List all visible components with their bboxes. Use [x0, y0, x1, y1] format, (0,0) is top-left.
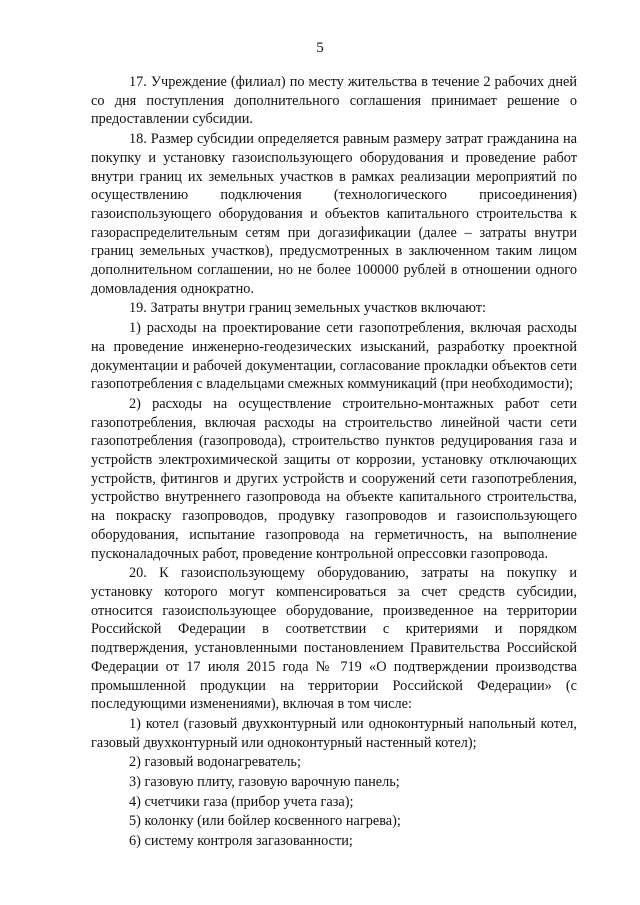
paragraph-17: 17. Учреждение (филиал) по месту жительства в течение 2 рабочих дней со дня поступления дополнительного соглашения принимает решение о предоставлении субсидии. — [91, 74, 577, 128]
paragraph-18: 18. Размер субсидии определяется равным размеру затрат гражданина на покупку и установку газоиспользующего оборудования и проведение работ внутри границ их земельных участков в рамках реализации мероприятий по осуществлению подключения (технологического присоединения) газоиспользующего оборудования и объектов капитального строительства к газораспределительным сетям при догазификации (далее – затраты внутри границ земельных участков), предусмотренных в заключенном таким лицом дополнительном соглашении, но не более 100000 рублей в отношении одного домовладения однократно. — [91, 131, 577, 297]
document-body — [91, 73, 577, 851]
paragraph-20: 20. К газоиспользующему оборудованию, затраты на покупку и установку которого могут компенсироваться за счет средств субсидии, относится газоиспользующее оборудование, произведенное на территории Российской Федерации в соответствии с критериями и порядком подтверждения, установленными постановлением Правительства Российской Федерации от 17 июля 2015 года № 719 «О подтверждении производства промышленной продукции на территории Российской Федерации» (с последующими изменениями), включая в том числе: — [91, 565, 577, 713]
page-number: 5 — [316, 40, 324, 56]
paragraph-19: 19. Затраты внутри границ земельных участков включают: — [129, 300, 486, 317]
paragraph-20-item-5: 5) колонку (или бойлер косвенного нагрева); — [129, 813, 401, 830]
paragraph-20-item-1: 1) котел (газовый двухконтурный или одноконтурный напольный котел, газовый двухконтурный или одноконтурный настенный котел); — [91, 715, 577, 751]
paragraph-19-item-1: 1) расходы на проектирование сети газопотребления, включая расходы на проведение инженерно-геодезических изысканий, разработку проектной документации и рабочей документации, согласование прокладки объектов сети газопотребления с владельцами смежных коммуникаций (при необходимости); — [91, 320, 577, 393]
paragraph-20-item-4: 4) счетчики газа (прибор учета газа); — [129, 793, 354, 810]
paragraph-20-item-2: 2) газовый водонагреватель; — [129, 754, 301, 771]
paragraph-20-item-3: 3) газовую плиту, газовую варочную панель; — [129, 774, 400, 791]
paragraph-20-item-6: 6) систему контроля загазованности; — [129, 833, 353, 850]
paragraph-19-item-2: 2) расходы на осуществление строительно-монтажных работ сети газопотребления, включая расходы на строительство линейной части сети газопотребления (газопровода), строительство пунктов редуцирования газа и устройств электрохимической защиты от коррозии, установку отключающих устройств, фитингов и других устройств и сооружений сети газопотребления, устройство внутреннего газопровода на объекте капитального строительства, на покраску газопроводов, продувку газопроводов и газоиспользующего оборудования, испытание газопровода на герметичность, на выполнение пусконаладочных работ, проведение контрольной опрессовки газопровода. — [91, 395, 577, 562]
